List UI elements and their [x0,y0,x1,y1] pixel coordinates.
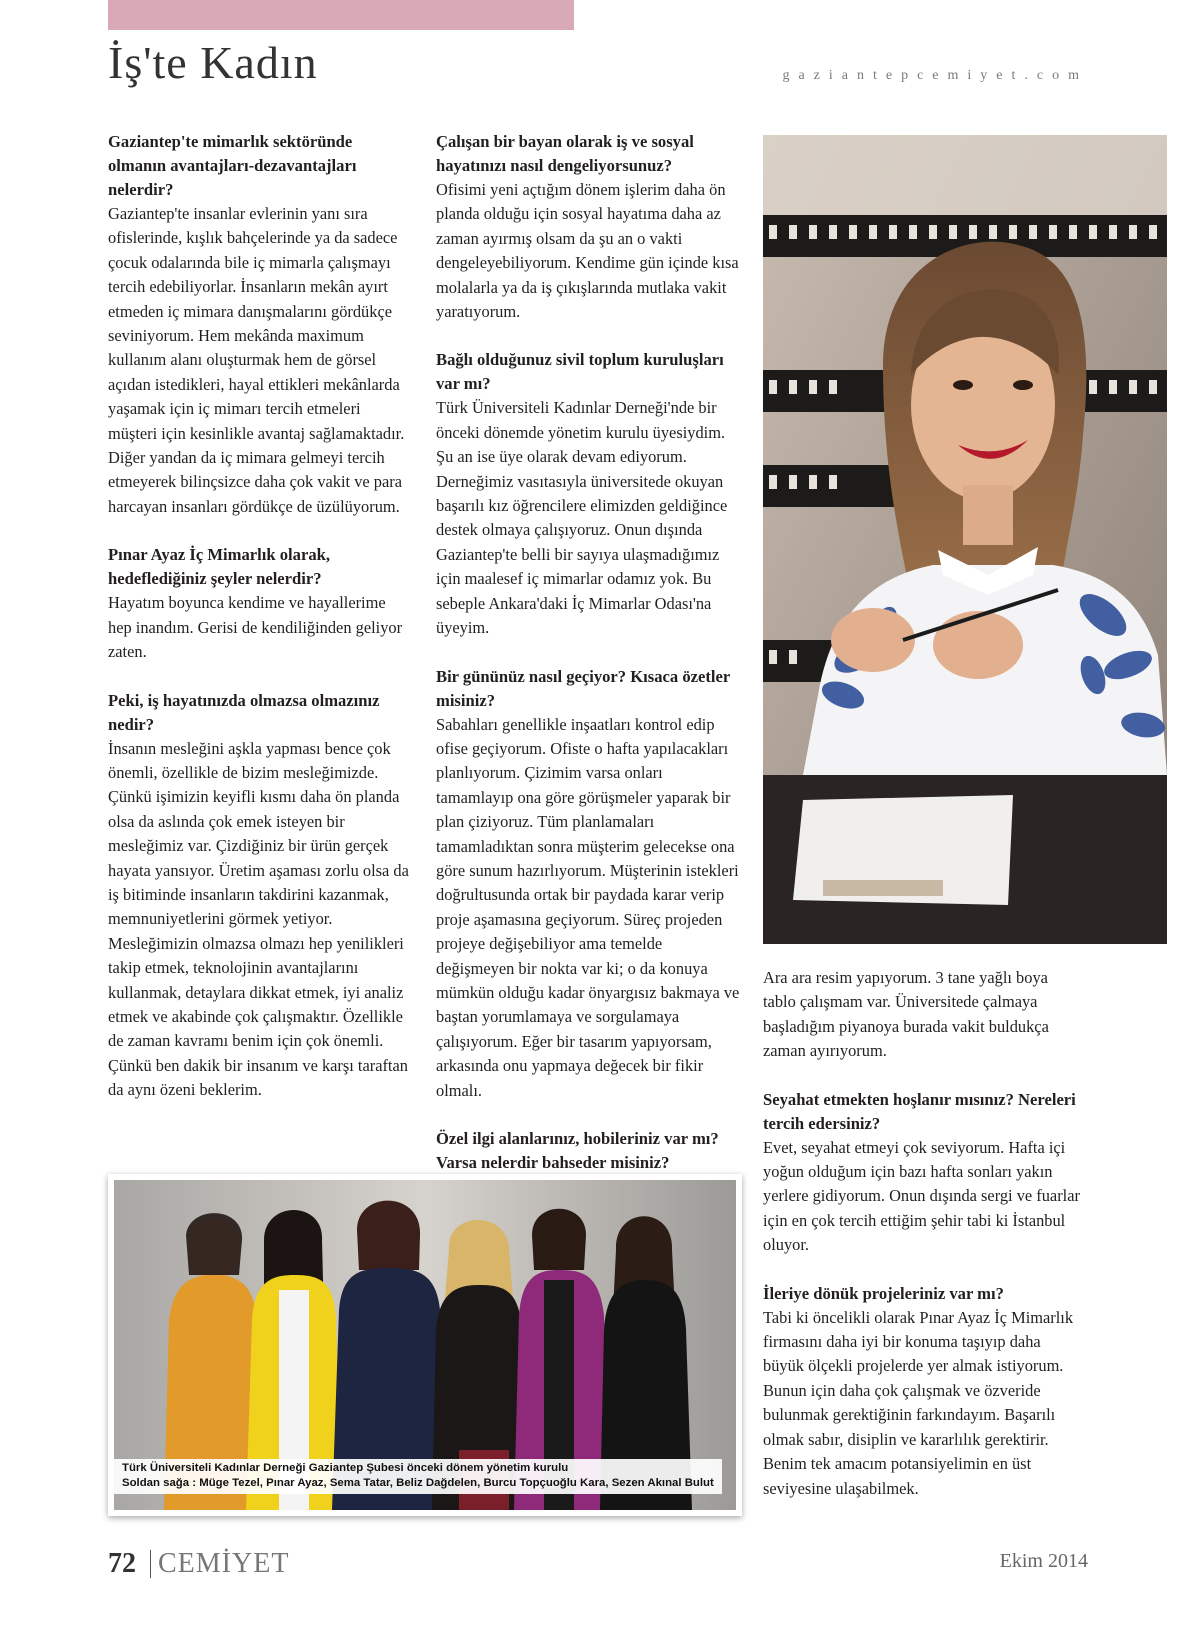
question-heading: Peki, iş hayatınızda olmazsa olmazınız nedir? [108,690,380,734]
answer-paragraph: Sabahları genellikle inşaatları kontrol edip ofise geçiyorum. Ofiste o hafta yapılacakları planlıyorum. Çizimim varsa onları tamamlayıp ona göre görüşmeler yaparak bir plan çiziyoruz. Tüm planlamaları tamamladıktan sonra müşterim gelecekse ona göre sunum hazırlıyorum. Müşterinin istekleri doğrultusunda ortak bir paydada karar verip proje aşamasına geçiyorum. Süreç projeden projeye değişebiliyor ama temelde değişmeyen bir nokta var ki; o da konuya mümkün olduğu kadar önyargısız bakmaya ve baştan yorumlamaya ve sorgulamaya çalışıyorum. Eğer bir tasarım yapıyorsam, arkasında onu yapmaya değecek bir fikir olmalı. [436,714,740,1100]
answer-paragraph: Tabi ki öncelikli olarak Pınar Ayaz İç Mimarlık firmasını daha iyi bir konuma taşıyıp daha büyük ölçekli projelerde yer almak istiyorum. Bunun için daha çok çalışmak ve özveride bulunmak gerektiğinin farkındayım. Başarılı olmak sabır, disiplin ve kararlılık gerektirir. Benim tek amacım potansiyelimin en üst seviyesine ulaşabilmek. [763,1307,1074,1498]
footer-divider [150,1550,151,1578]
article-column-3 [763,966,1081,1525]
section-title: İş'te Kadın [108,37,318,88]
issue-date: Ekim 2014 [999,1550,1088,1572]
answer-paragraph: Evet, seyahat etmeyi çok seviyorum. Hafta içi yoğun olduğum için bazı hafta sonları yakın yerlere gidiyorum. Onun dışında sergi ve fuarlar için en çok tercih ettiğim şehir tabi ki İstanbul oluyor. [763,1137,1080,1255]
article-column-2 [436,130,740,1175]
question-heading: İleriye dönük projeleriniz var mı? [763,1283,1004,1303]
question-heading: Çalışan bir bayan olarak iş ve sosyal hayatınızı nasıl dengeliyorsunuz? [436,132,694,175]
article-column-1 [108,130,410,1127]
answer-paragraph: Ara ara resim yapıyorum. 3 tane yağlı boya tablo çalışmam var. Üniversitede çalmaya başladığım piyanoya burada vakit buldukça zaman ayırıyorum. [763,968,1049,1061]
caption-line-2: Soldan sağa : Müge Tezel, Pınar Ayaz, Sema Tatar, Beliz Dağdelen, Burcu Topçuoğlu Kara, Sezen Akınal Bulut [122,1477,714,1489]
header-color-band [108,0,574,30]
question-heading: Özel ilgi alanlarınız, hobileriniz var mı? Varsa nelerdir bahseder misiniz? [436,1129,719,1172]
answer-paragraph: Hayatım boyunca kendime ve hayallerime hep inandım. Gerisi de kendiliğinden geliyor zaten. [108,593,403,662]
magazine-name: CEMİYET [158,1548,290,1579]
group-photo [108,1174,742,1516]
site-url[interactable]: gaziantepcemiyet.com [782,68,1088,83]
answer-paragraph: Gaziantep'te insanlar evlerinin yanı sıra ofislerinde, kışlık bahçelerinde ya da sadece çocuk odalarında bile iç mimarla çalışmayı tercih edebiliyorlar. İnsanların mekân ayırt etmeden iç mimara danışmalarını gördükçe seviniyorum. Hem mekânda maximum kullanım alanı oluşturmak hem de görsel açıdan istedikleri, hayal ettikleri mekânlarda yaşamak için iç mimarı tercih etmeleri müşteri için kesinlikle avantaj sağlamaktadır. Diğer yandan da iç mimara gelmeyi tercih etmeyerek bilinçsizce daha çok vakit ve para harcayan insanları gördükçe de üzülüyorum. [108,204,405,516]
question-heading: Pınar Ayaz İç Mimarlık olarak, hedeflediğiniz şeyler nelerdir? [108,545,330,589]
answer-paragraph: Ofisimi yeni açtığım dönem işlerim daha ön planda olduğu için sosyal hayatıma daha az zaman ayırmış olsam da şu an o vakti dengeleyebiliyorum. Kendime gün içinde kısa molalarla ya da iş çıkışlarında mutlaka vakit yaratıyorum. [436,180,739,322]
question-heading: Bir gününüz nasıl geçiyor? Kısaca özetler misiniz? [436,666,730,710]
photo-caption [114,1459,722,1494]
portrait-photo [763,135,1167,944]
question-heading: Seyahat etmekten hoşlanır mısınız? Nereleri tercih edersiniz? [763,1089,1076,1133]
answer-paragraph: İnsanın mesleğini aşkla yapması bence çok önemli, özellikle de bizim mesleğimizde. Çünkü işimizin keyifli kısmı daha ön planda olsa da aslında çok emek isteyen bir mesleğimiz var. Çizdiğiniz bir ürün gerçek hayata yansıyor. Üretim aşaması zorlu olsa da iş bitiminde insanların takdirini kazanmak, memnuniyetlerini görmek yetiyor. Mesleğimizin olmazsa olmazı hep yenilikleri takip etmek, teknolojinin avantajlarını kullanmak, detaylara dikkat etmek, iyi analiz etmek ve akabinde çok çalışmaktır. Özellikle de zaman kavramı benim için çok önemli. Çünkü ben dakik bir insanım ve karşı taraftan da aynı özeni beklerim. [108,738,409,1100]
portrait-illustration [763,135,1167,944]
caption-line-1: Türk Üniversiteli Kadınlar Derneği Gaziantep Şubesi önceki dönem yönetim kurulu [122,1462,569,1474]
question-heading: Gaziantep'te mimarlık sektöründe olmanın avantajları-dezavantajları nelerdir? [108,132,357,199]
group-photo-image [114,1180,736,1510]
question-heading: Bağlı olduğunuz sivil toplum kuruluşları var mı? [436,350,724,394]
answer-paragraph: Türk Üniversiteli Kadınlar Derneği'nde bir önceki dönemde yönetim kurulu üyesiydim. Şu an ise üye olarak devam ediyorum. Derneğimiz vasıtasıyla üniversitede okuyan başarılı kız öğrencilere elimizden geldiğince destek olmaya çalışıyoruz. Onun dışında Gaziantep'te belli bir sayıya ulaşmadığımız için maalesef iç mimarlar odamız yok. Bu sebeple Ankara'daki İç Mimarlar Odası'na üyeyim. [436,398,728,638]
page-number: 72 [108,1548,136,1579]
